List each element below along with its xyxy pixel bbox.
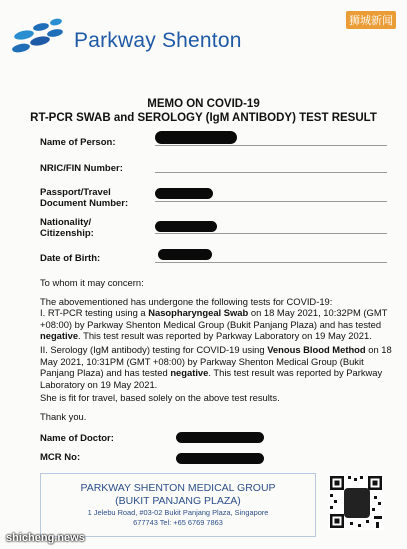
doctor-label: Name of Doctor: <box>40 433 114 444</box>
mcr-label: MCR No: <box>40 452 81 463</box>
serology-paragraph: II. Serology (IgM antibody) testing for COVID-19 using Venous Blood Method on 18 May 2021, 10:31PM (GMT +08:00) by Parkway Shenton Medical Group (Bukit Panjang Plaza) and has tested negative. This test result was reported by Parkway Laboratory on 19 May 2021. <box>40 344 392 390</box>
mcr-redaction <box>176 453 264 464</box>
greeting: To whom it may concern: <box>40 277 144 288</box>
thanks-line: Thank you. <box>40 411 87 422</box>
dob-underline <box>155 262 387 263</box>
passport-redaction <box>155 188 213 199</box>
qr-code-icon <box>328 474 384 530</box>
clinic-address-box <box>40 473 316 537</box>
pcr-paragraph: I. RT-PCR testing using a Nasopharyngeal Swab on 18 May 2021, 10:32PM (GMT +08:00) by Parkway Shenton Medical Group (Bukit Panjang Plaza) and has tested negative. This test result was reported by Parkway Laboratory on 19 May 2021. <box>40 307 388 342</box>
passport-label-line1: Passport/Travel <box>40 187 111 198</box>
clinic-phone: 677743 Tel: +65 6769 7863 <box>133 518 223 527</box>
passport-underline <box>155 201 387 202</box>
nationality-label-line1: Nationality/ <box>40 217 92 228</box>
dob-redaction <box>158 249 212 260</box>
doctor-redaction <box>176 432 264 443</box>
nationality-underline <box>155 233 387 234</box>
name-redaction <box>155 131 237 144</box>
clinic-branch: (BUKIT PANJANG PLAZA) <box>115 495 241 507</box>
nationality-label-line2: Citizenship: <box>40 228 94 239</box>
brand-name: Parkway Shenton <box>74 29 242 52</box>
passport-label-line2: Document Number: <box>40 198 129 209</box>
nationality-redaction <box>155 221 217 232</box>
fitness-statement: She is fit for travel, based solely on the above test results. <box>40 392 280 403</box>
clinic-name: PARKWAY SHENTON MEDICAL GROUP <box>80 482 276 494</box>
nric-underline <box>155 172 387 173</box>
memo-subtitle: RT-PCR SWAB and SEROLOGY (IgM ANTIBODY) TEST RESULT <box>30 112 377 124</box>
intro-paragraph: The abovementioned has undergone the following tests for COVID-19: <box>40 296 333 307</box>
watermark-bottom: shicheng.news <box>6 532 85 544</box>
dob-label: Date of Birth: <box>40 253 101 264</box>
nric-label: NRIC/FIN Number: <box>40 163 123 174</box>
memo-title: MEMO ON COVID-19 <box>147 98 260 110</box>
parkway-logo-icon <box>8 16 72 56</box>
name-label: Name of Person: <box>40 137 116 148</box>
clinic-address: 1 Jelebu Road, #03-02 Bukit Panjang Plaza, Singapore <box>87 508 269 517</box>
watermark-top: 狮城新闻 <box>346 11 396 29</box>
name-underline <box>155 145 387 146</box>
